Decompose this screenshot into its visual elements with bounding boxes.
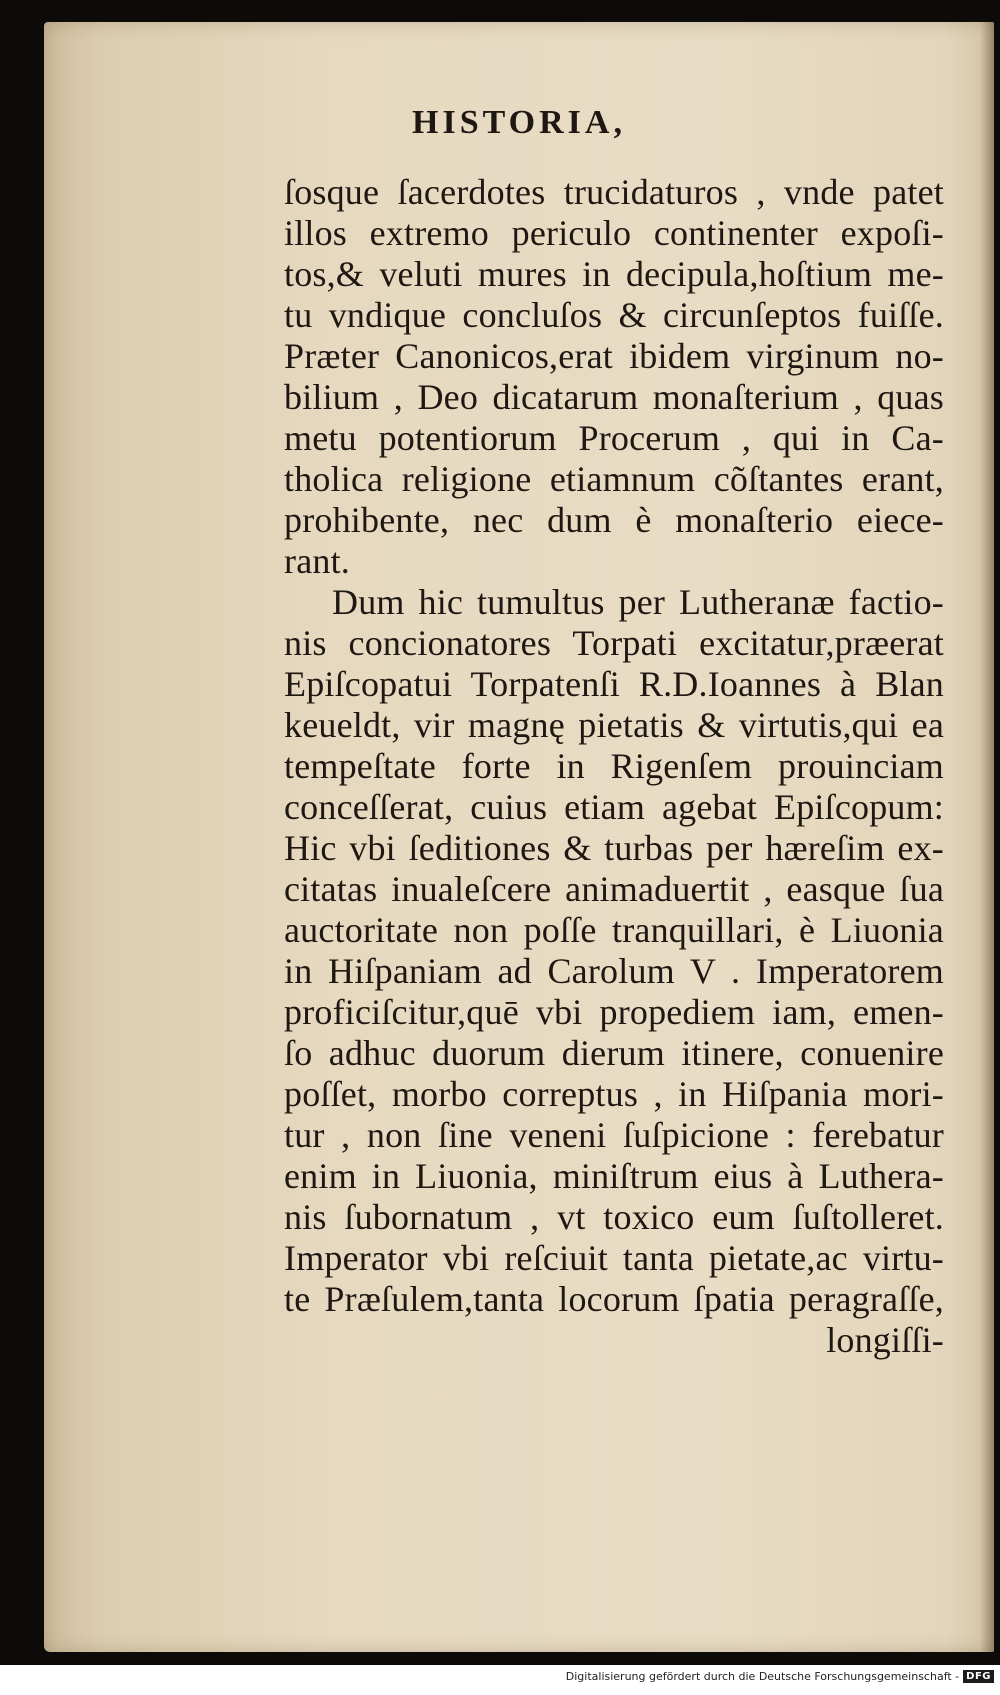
digitization-credit [566, 1670, 994, 1683]
text-line: nis concionatores Torpati excitatur,præerat [284, 623, 944, 663]
running-header: HISTORIA, [412, 104, 626, 141]
text-line: Hic vbi ſeditiones & turbas per hæreſim ex- [284, 828, 944, 868]
text-line: te Præſulem,tanta locorum ſpatia peragraſſe, [284, 1279, 944, 1319]
text-line: auctoritate non poſſe tranquillari, è Liuonia [284, 910, 944, 950]
dfg-logo-icon: DFG [963, 1670, 994, 1683]
text-line: illos extremo periculo continenter expoſi- [284, 213, 944, 253]
credit-text: Digitalisierung gefördert durch die Deutsche Forschungsgemeinschaft - [565, 1670, 960, 1683]
text-line: tur , non ſine veneni ſuſpicione : ferebatur [284, 1115, 944, 1155]
page-gutter-shadow [980, 22, 994, 1652]
text-line: tempeſtate forte in Rigenſem prouinciam [284, 746, 944, 786]
text-line: prohibente, nec dum è monaſterio eiece- [284, 500, 944, 540]
text-line: ſo adhuc duorum dierum itinere, conuenire [284, 1033, 944, 1073]
text-line: tos,& veluti mures in decipula,hoſtium me- [284, 254, 944, 294]
text-line: enim in Liuonia, miniſtrum eius à Luthera- [284, 1156, 944, 1196]
text-line: citatas inualeſcere animaduertit , easque ſua [284, 869, 944, 909]
text-line: poſſet, morbo correptus , in Hiſpania mori- [284, 1074, 944, 1114]
text-line: proficiſcitur,quē vbi propediem iam, emen- [284, 992, 944, 1032]
text-line: keueldt, vir magnę pietatis & virtutis,qui ea [284, 705, 944, 745]
text-line: bilium , Deo dicatarum monaſterium , quas [284, 377, 944, 417]
body-text [284, 172, 944, 1361]
text-line: metu potentiorum Procerum , qui in Ca- [284, 418, 944, 458]
text-line: tholica religione etiamnum cõſtantes erant, [284, 459, 944, 499]
text-line: Epiſcopatui Torpatenſi R.D.Ioannes à Blan [284, 664, 944, 704]
text-line: in Hiſpaniam ad Carolum V . Imperatorem [284, 951, 944, 991]
text-line: tu vndique concluſos & circunſeptos fuiſſe. [284, 295, 944, 335]
text-line: longiſſi- [826, 1320, 944, 1360]
text-line: nis ſubornatum , vt toxico eum ſuſtolleret. [284, 1197, 944, 1237]
text-line: Imperator vbi reſciuit tanta pietate,ac virtu- [284, 1238, 944, 1278]
text-line: Dum hic tumultus per Lutheranæ factio- [332, 582, 944, 622]
text-line: ſosque ſacerdotes trucidaturos , vnde patet [284, 172, 944, 212]
text-line: conceſſerat, cuius etiam agebat Epiſcopum: [284, 787, 944, 827]
book-page [44, 22, 994, 1652]
text-line: rant. [284, 541, 350, 581]
text-line: Præter Canonicos,erat ibidem virginum no- [284, 336, 944, 376]
